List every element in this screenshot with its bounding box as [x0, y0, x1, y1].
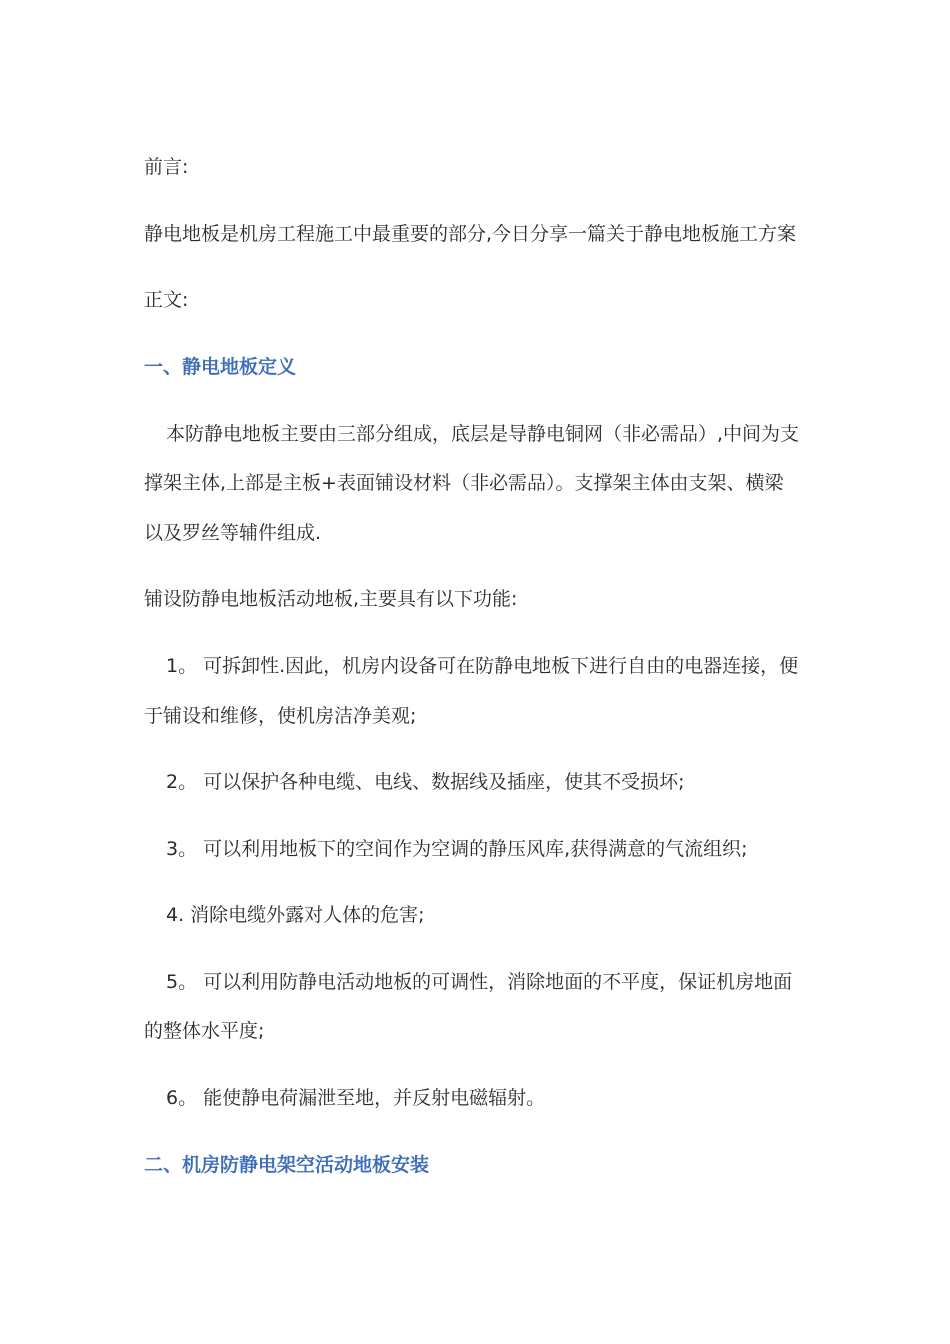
function-item-2: 2。 可以保护各种电缆、电线、数据线及插座，使其不受损坏; — [166, 771, 685, 793]
function-item-6: 6。 能使静电荷漏泄至地，并反射电磁辐射。 — [166, 1087, 546, 1109]
function-item-3: 3。 可以利用地板下的空间作为空调的静压风库,获得满意的气流组织; — [166, 838, 748, 860]
function-item-1-line-2: 于铺设和维修，使机房洁净美观; — [144, 705, 417, 727]
section-1-heading: 一、静电地板定义 — [144, 356, 297, 378]
definition-line-3: 以及罗丝等辅件组成. — [144, 522, 322, 544]
function-item-5-line-2: 的整体水平度; — [144, 1020, 265, 1042]
body-label: 正文: — [144, 289, 189, 311]
definition-line-2: 撑架主体,上部是主板+表面铺设材料（非必需品）。支撑架主体由支架、横梁 — [144, 472, 784, 494]
function-item-1-line-1: 1。 可拆卸性.因此，机房内设备可在防静电地板下进行自由的电器连接，便 — [166, 655, 799, 677]
function-item-5-line-1: 5。 可以利用防静电活动地板的可调性，消除地面的不平度，保证机房地面 — [166, 971, 793, 993]
intro-text: 静电地板是机房工程施工中最重要的部分,今日分享一篇关于静电地板施工方案 — [144, 223, 797, 245]
section-2-heading: 二、机房防静电架空活动地板安装 — [144, 1154, 430, 1176]
function-item-4: 4. 消除电缆外露对人体的危害; — [166, 904, 425, 926]
preface-label: 前言: — [144, 156, 189, 178]
definition-line-1: 本防静电地板主要由三部分组成，底层是导静电铜网（非必需品）,中间为支 — [166, 423, 800, 445]
functions-intro: 铺设防静电地板活动地板,主要具有以下功能: — [144, 588, 518, 610]
